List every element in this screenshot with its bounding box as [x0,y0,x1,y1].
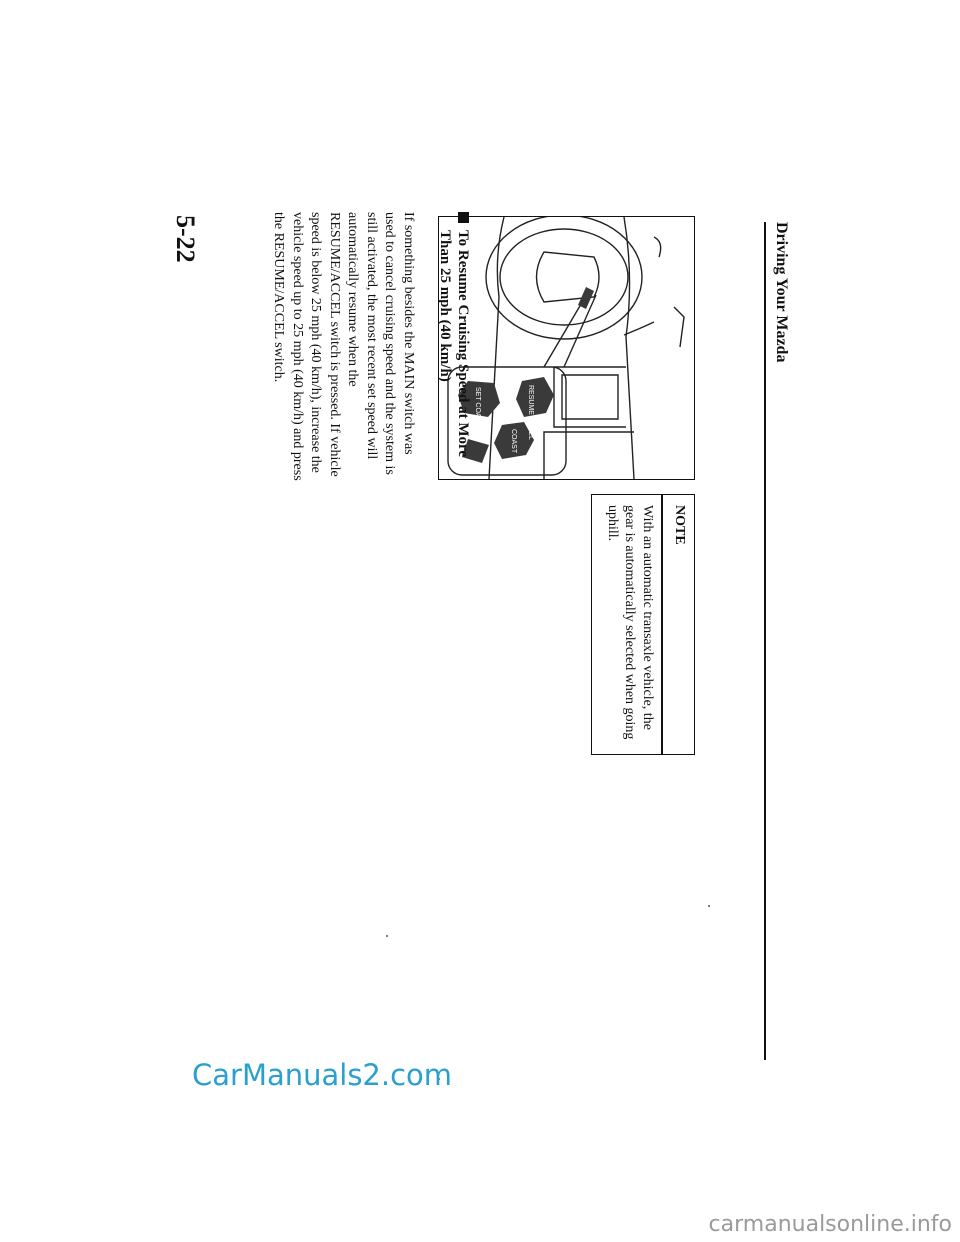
page-number: 5-22 [171,215,200,263]
section-heading [436,212,472,472]
switch-label-set: SET COAST [474,387,481,427]
cruise-control-figure [438,216,695,480]
header-title: Driving Your Mazda [773,222,790,363]
section-heading-line1: To Resume Cruising Speed at More [455,230,471,458]
note-text: With an automatic transaxle vehicle, the gear is automatically selected when going uphill. [605,505,655,740]
note-label: NOTE [672,505,687,545]
watermark-logo: CarManuals2.com [192,1058,453,1092]
switch-label-coast: COAST [510,429,517,454]
scan-speck [386,935,388,937]
header-divider [764,222,766,1060]
section-heading-line2: Than 25 mph (40 km/h) [437,230,453,382]
note-box [591,494,695,755]
switch-label-resume: RESUME ACCEL [527,385,534,440]
steering-wheel-illustration [439,217,694,479]
square-bullet-icon [458,212,469,223]
section-body: If something besides the MAIN switch was used to cancel cruising speed and the system is still activated, the most recent set speed will automatically resume when the RESUME/ACCEL switch is pressed. If vehicle speed is below 25 mph (40 km/h), increase the vehicle speed up to 25 mph (40 km/h) and press the RESUME/ACCEL switch. [271,212,416,481]
scan-speck [708,905,710,907]
footer-watermark: carmanualsonline.info [708,1212,952,1237]
note-divider [662,495,664,754]
